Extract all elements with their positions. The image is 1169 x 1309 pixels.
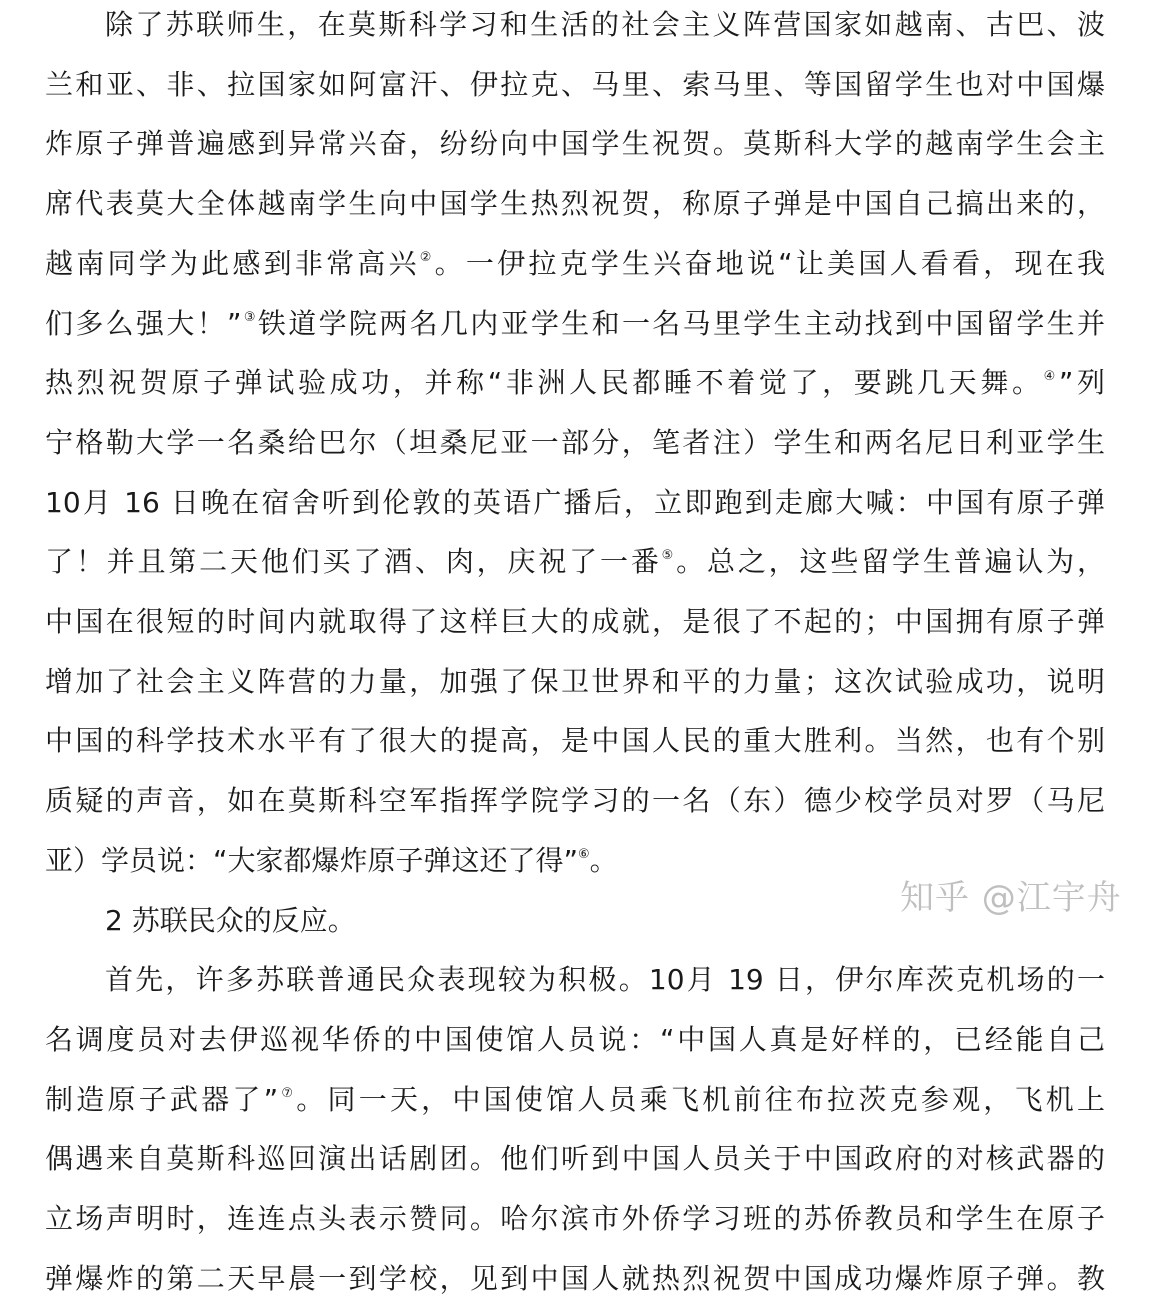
text-segment: ”列 xyxy=(1058,366,1105,400)
text-segment: 立场声明时，连连点头表示赞同。哈尔滨市外侨学习班的苏侨教员和学生在原子 xyxy=(45,1202,1105,1235)
text-segment: 10月 16 日晚在宿舍听到伦敦的英语广播后，立即跑到走廊大喊：中国有原子弹 xyxy=(45,485,1105,519)
text-segment: 名调度员对去伊巡视华侨的中国使馆人员说：“中国人真是好样的，已经能自己 xyxy=(45,1022,1105,1056)
text-line xyxy=(45,592,1105,652)
text-line xyxy=(45,294,1105,354)
text-line xyxy=(45,114,1105,174)
text-segment: 弹爆炸的第二天早晨一到学校，见到中国人就热烈祝贺中国成功爆炸原子弹。教 xyxy=(45,1261,1105,1295)
text-line xyxy=(105,950,1105,1010)
text-segment: 。一伊拉克学生兴奋地说“让美国人看看，现在我 xyxy=(434,246,1105,280)
footnote-marker: ④ xyxy=(1043,369,1059,385)
text-line xyxy=(45,652,1105,712)
footnote-marker: ⑥ xyxy=(578,846,590,862)
text-line xyxy=(45,473,1105,533)
text-line xyxy=(45,1129,1105,1189)
text-segment: 首先，许多苏联普通民众表现较为积极。10月 19 日，伊尔库茨克机场的一 xyxy=(105,963,1105,997)
text-line xyxy=(45,1189,1105,1249)
text-segment: 。总之，这些留学生普遍认为， xyxy=(676,545,1105,579)
text-line xyxy=(45,711,1105,771)
text-segment: 质疑的声音，如在莫斯科空军指挥学院学习的一名（东）德少校学员对罗（马尼 xyxy=(45,784,1105,818)
watermark: 知乎 @江宇舟 xyxy=(900,878,1122,918)
footnote-marker: ② xyxy=(419,249,435,265)
text-line xyxy=(45,413,1105,473)
text-line xyxy=(105,0,1105,55)
text-segment: 制造原子武器了” xyxy=(45,1082,279,1116)
text-segment: 增加了社会主义阵营的力量，加强了保卫世界和平的力量；这次试验成功，说明 xyxy=(45,664,1105,698)
footnote-marker: ③ xyxy=(241,309,258,325)
text-segment: 兰和亚、非、拉国家如阿富汗、伊拉克、马里、索马里、等国留学生也对中国爆 xyxy=(45,67,1105,101)
text-segment: 。 xyxy=(589,843,618,877)
text-line xyxy=(45,353,1105,413)
footnote-marker: ⑦ xyxy=(278,1085,297,1101)
footnote-marker: ⑤ xyxy=(661,548,677,564)
text-segment: 们多么强大！” xyxy=(45,306,242,340)
text-line xyxy=(45,55,1105,115)
text-line xyxy=(45,1070,1105,1130)
text-line xyxy=(45,174,1105,234)
text-line xyxy=(45,771,1105,831)
text-segment: 2 苏联民众的反应。 xyxy=(105,903,356,937)
text-segment: 除了苏联师生，在莫斯科学习和生活的社会主义阵营国家如越南、古巴、波 xyxy=(105,8,1105,41)
text-segment: 席代表莫大全体越南学生向中国学生热烈祝贺，称原子弹是中国自己搞出来的， xyxy=(45,187,1105,221)
text-segment: 铁道学院两名几内亚学生和一名马里学生主动找到中国留学生并 xyxy=(257,306,1106,340)
text-segment: 了！并且第二天他们买了酒、肉，庆祝了一番 xyxy=(45,545,662,579)
text-segment: 。同一天，中国使馆人员乘飞机前往布拉茨克参观，飞机上 xyxy=(296,1082,1105,1116)
text-line xyxy=(45,532,1105,592)
text-segment: 中国的科学技术水平有了很大的提高，是中国人民的重大胜利。当然，也有个别 xyxy=(45,724,1105,758)
text-segment: 热烈祝贺原子弹试验成功，并称“非洲人民都睡不着觉了，要跳几天舞。 xyxy=(45,366,1044,400)
text-line xyxy=(45,1249,1105,1309)
text-segment: 宁格勒大学一名桑给巴尔（坦桑尼亚一部分，笔者注）学生和两名尼日利亚学生 xyxy=(45,425,1105,459)
text-segment: 偶遇来自莫斯科巡回演出话剧团。他们听到中国人员关于中国政府的对核武器的 xyxy=(45,1142,1105,1176)
text-segment: 亚）学员说：“大家都爆炸原子弹这还了得” xyxy=(45,843,579,877)
text-segment: 越南同学为此感到非常高兴 xyxy=(45,246,420,280)
text-line xyxy=(45,1010,1105,1070)
text-segment: 炸原子弹普遍感到异常兴奋，纷纷向中国学生祝贺。莫斯科大学的越南学生会主 xyxy=(45,127,1105,161)
text-line xyxy=(45,234,1105,294)
text-segment: 中国在很短的时间内就取得了这样巨大的成就，是很了不起的；中国拥有原子弹 xyxy=(45,605,1105,638)
